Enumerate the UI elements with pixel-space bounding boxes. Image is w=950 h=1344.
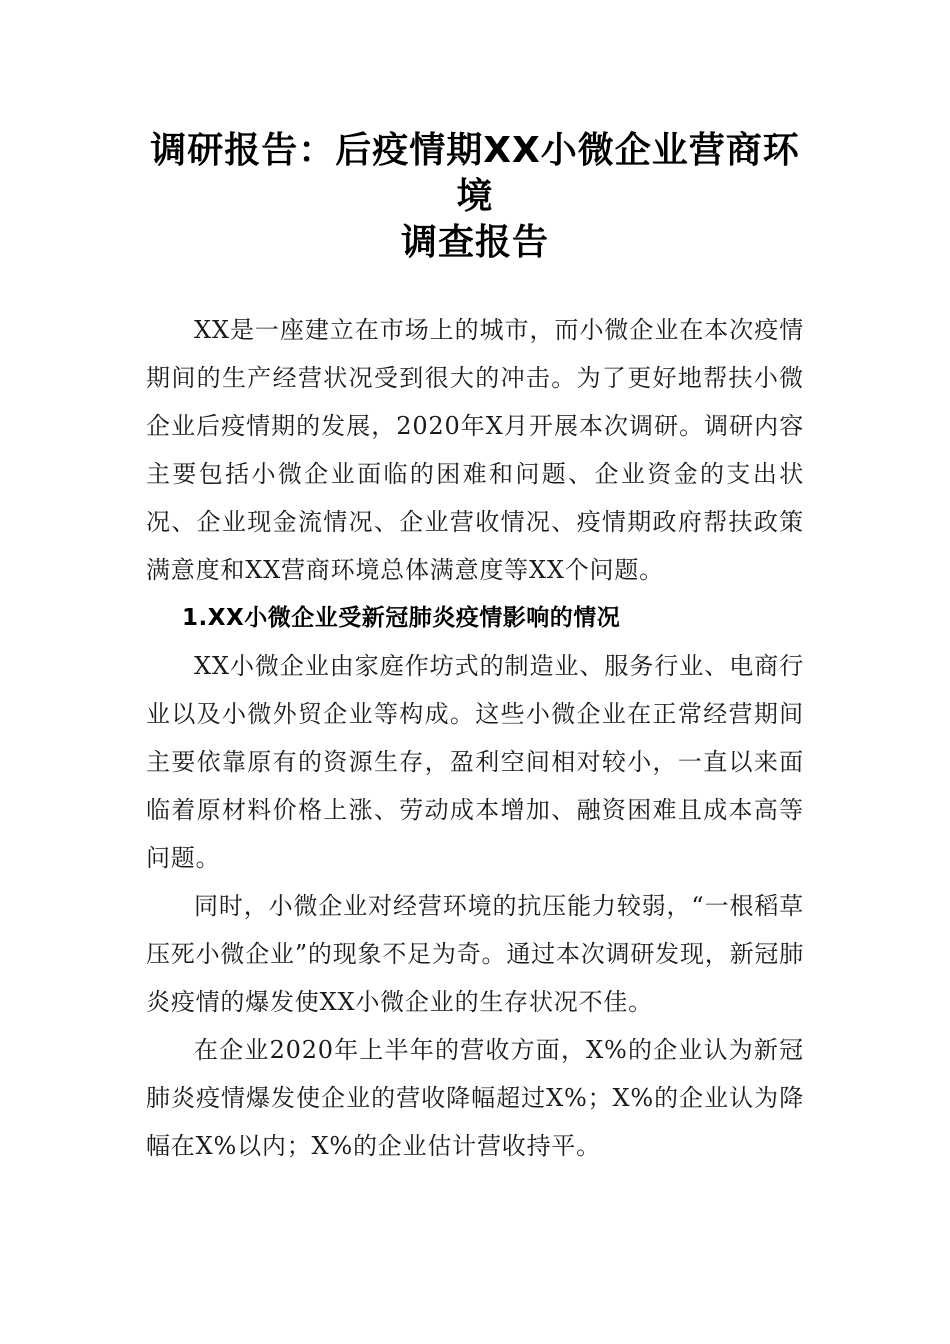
title-line-1: 调研报告：后疫情期XX小微企业营商环境	[150, 130, 800, 217]
section-heading-1: 1.XX小微企业受新冠肺炎疫情影响的情况	[182, 605, 621, 631]
document-title	[146, 128, 804, 266]
pressure-paragraph: 同时，小微企业对经营环境的抗压能力较弱，“一根稻草压死小微企业”的现象不足为奇。通过本次调研发现，新冠肺炎疫情的爆发使XX小微企业的生存状况不佳。	[146, 892, 804, 1016]
intro-paragraph: XX是一座建立在市场上的城市，而小微企业在本次疫情期间的生产经营状况受到很大的冲击。为了更好地帮扶小微企业后疫情期的发展，2020年X月开展本次调研。调研内容主要包括小微企业面临的困难和问题、企业资金的支出状况、企业现金流情况、企业营收情况、疫情期政府帮扶政策满意度和XX营商环境总体满意度等XX个问题。	[146, 316, 804, 584]
document-body	[146, 306, 804, 1170]
composition-paragraph: XX小微企业由家庭作坊式的制造业、服务行业、电商行业以及小微外贸企业等构成。这些小微企业在正常经营期间主要依靠原有的资源生存，盈利空间相对较小，一直以来面临着原材料价格上涨、劳动成本增加、融资困难且成本高等问题。	[146, 652, 804, 872]
title-line-2: 调查报告	[400, 222, 549, 263]
revenue-paragraph: 在企业2020年上半年的营收方面，X%的企业认为新冠肺炎疫情爆发使企业的营收降幅超过X%；X%的企业认为降幅在X%以内；X%的企业估计营收持平。	[146, 1036, 804, 1160]
